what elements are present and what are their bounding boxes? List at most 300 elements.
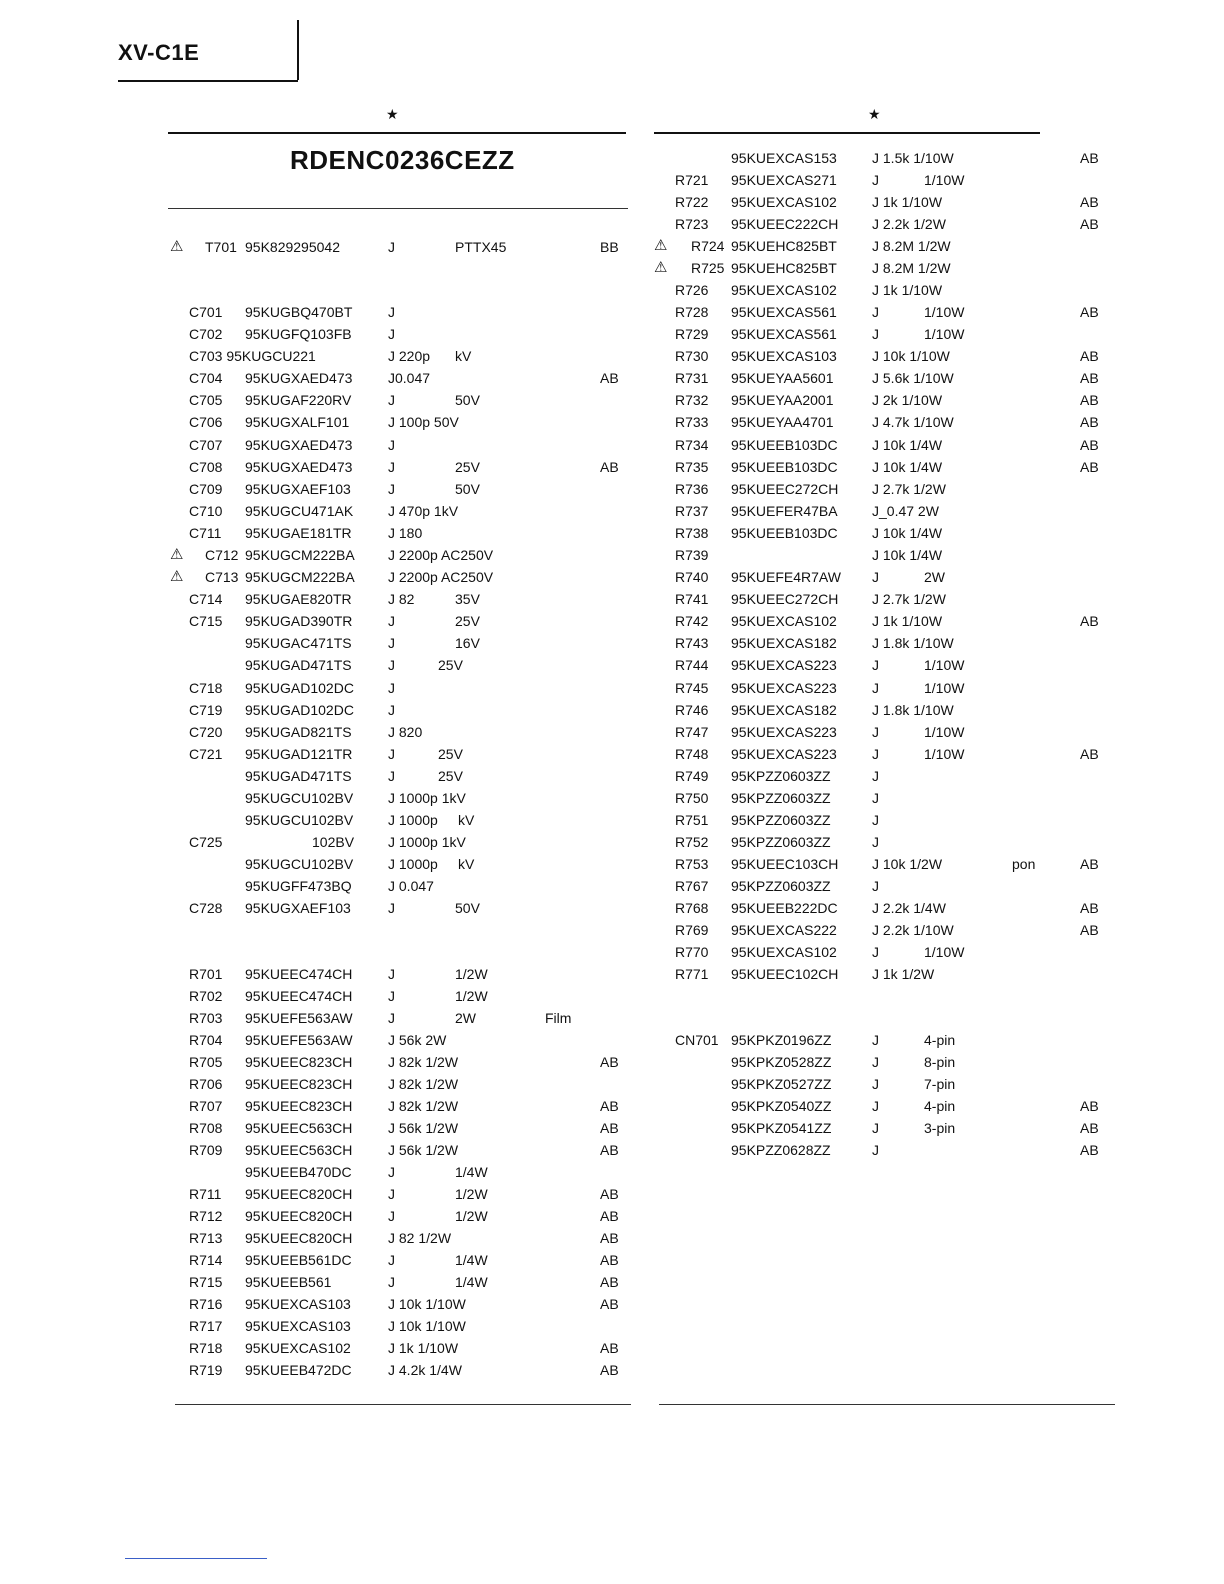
ref-designator: C701: [189, 304, 223, 320]
rank-value: J: [388, 1186, 395, 1202]
ref-designator: R752: [675, 834, 709, 850]
rank-value: J 10k 1/4W: [872, 459, 943, 475]
part-number: 95KUEEB222DC: [731, 900, 838, 916]
part-number: 95KUGAF220RV: [245, 392, 352, 408]
price-code: AB: [1080, 392, 1099, 408]
part-number: 95KUGAD821TS: [245, 724, 352, 740]
rank-value: J 82 1/2W: [388, 1230, 452, 1246]
part-number: 102BV: [312, 834, 355, 850]
price-code: AB: [600, 1098, 619, 1114]
rank-value: J0.047: [388, 370, 431, 386]
part-number: 95KUGAD102DC: [245, 702, 354, 718]
part-number: 95KUEXCAS223: [731, 746, 837, 762]
part-number: 95KUEEC820CH: [245, 1230, 353, 1246]
ref-designator: R714: [189, 1252, 223, 1268]
rating: 1/2W: [455, 1208, 488, 1224]
ref-designator: C703 95KUGCU221: [189, 348, 316, 364]
part-number: 95KUEXCAS102: [245, 1340, 351, 1356]
rank-value: J 2200p AC250V: [388, 547, 494, 563]
left-bottom-rule: [175, 1404, 631, 1405]
part-number: 95KPKZ0528ZZ: [731, 1054, 832, 1070]
rating: 1/4W: [455, 1164, 488, 1180]
rank-value: J: [388, 1252, 395, 1268]
part-number: 95KUEEC272CH: [731, 481, 839, 497]
rating: 25V: [438, 768, 463, 784]
ref-designator: C720: [189, 724, 223, 740]
rating: 16V: [455, 635, 480, 651]
price-code: AB: [600, 1120, 619, 1136]
rating: 4-pin: [924, 1098, 956, 1114]
part-number: 95KPZZ0603ZZ: [731, 768, 831, 784]
part-number: 95KUEFER47BA: [731, 503, 838, 519]
part-number: 95KUEXCAS561: [731, 326, 837, 342]
part-number: 95KUEHC825BT: [731, 260, 837, 276]
part-number: 95KPZZ0603ZZ: [731, 812, 831, 828]
ref-designator: R749: [675, 768, 709, 784]
rank-value: J: [872, 724, 879, 740]
rank-value: J: [872, 1098, 879, 1114]
ref-designator: R722: [675, 194, 709, 210]
price-code: AB: [1080, 459, 1099, 475]
part-number: 95KUGXAED473: [245, 437, 353, 453]
rating: 1/10W: [924, 304, 965, 320]
price-code: AB: [1080, 216, 1099, 232]
rank-value: J 100p 50V: [388, 414, 459, 430]
price-code: AB: [600, 1362, 619, 1378]
rank-value: J 82k 1/2W: [388, 1098, 459, 1114]
part-number: 95KUEEB561: [245, 1274, 332, 1290]
rank-value: J 1000p 1kV: [388, 790, 466, 806]
ref-designator: R747: [675, 724, 709, 740]
ref-designator: R767: [675, 878, 709, 894]
rank-value: J: [872, 1076, 879, 1092]
rating: kV: [458, 856, 475, 872]
part-number: 95KUEYAA2001: [731, 392, 834, 408]
part-number: 95KUGXAEF103: [245, 900, 351, 916]
ref-designator: R771: [675, 966, 709, 982]
rank-value: J: [388, 392, 395, 408]
rank-value: J: [388, 1010, 395, 1026]
ref-designator: C728: [189, 900, 223, 916]
ref-designator: R742: [675, 613, 709, 629]
ref-designator: C721: [189, 746, 223, 762]
warning-icon: ⚠: [654, 259, 668, 276]
rank-value: J: [872, 878, 879, 894]
rating: 1/10W: [924, 326, 965, 342]
part-number: 95KPKZ0196ZZ: [731, 1032, 832, 1048]
rank-value: J 82k 1/2W: [388, 1076, 459, 1092]
rank-value: J 8.2M 1/2W: [872, 260, 951, 276]
price-code: AB: [1080, 348, 1099, 364]
price-code: AB: [1080, 922, 1099, 938]
rank-value: J 56k 1/2W: [388, 1142, 459, 1158]
part-number: 95KPZZ0603ZZ: [731, 790, 831, 806]
ref-designator: R728: [675, 304, 709, 320]
part-number: 95KUEXCAS182: [731, 635, 837, 651]
rank-value: J 220p: [388, 348, 431, 364]
part-number: 95KUEFE563AW: [245, 1010, 353, 1026]
rank-value: J 2.7k 1/2W: [872, 481, 946, 497]
rating: 50V: [455, 481, 480, 497]
price-code: AB: [600, 1340, 619, 1356]
part-number: 95KUEEC222CH: [731, 216, 839, 232]
price-code: AB: [1080, 194, 1099, 210]
ref-designator: C708: [189, 459, 223, 475]
part-number: 95KUGAD471TS: [245, 768, 352, 784]
part-number: 95KUEEC820CH: [245, 1186, 353, 1202]
rank-value: J 2k 1/10W: [872, 392, 943, 408]
ref-designator: R715: [189, 1274, 223, 1290]
star-icon-left: ★: [386, 106, 399, 122]
rank-value: J: [388, 680, 395, 696]
price-code: AB: [600, 1252, 619, 1268]
rating: 50V: [455, 392, 480, 408]
rank-value: J 5.6k 1/10W: [872, 370, 954, 386]
note: pon: [1012, 856, 1036, 872]
part-number: 95KUGAC471TS: [245, 635, 352, 651]
part-number: 95KUEXCAS103: [731, 348, 837, 364]
part-number: 95KUGCM222BA: [245, 569, 355, 585]
rank-value: J: [388, 326, 395, 342]
rank-value: J 1k 1/10W: [872, 613, 943, 629]
rank-value: J 1000p: [388, 812, 438, 828]
rank-value: J 1.8k 1/10W: [872, 702, 954, 718]
part-number: 95KUGXAEF103: [245, 481, 351, 497]
rating: 1/10W: [924, 680, 965, 696]
rank-value: J 470p 1kV: [388, 503, 459, 519]
ref-designator: R770: [675, 944, 709, 960]
part-number: 95KUEXCAS102: [731, 613, 837, 629]
ref-designator: R743: [675, 635, 709, 651]
part-number: 95KUGXAED473: [245, 459, 353, 475]
ref-designator: R731: [675, 370, 709, 386]
part-number: 95KUEXCAS271: [731, 172, 837, 188]
part-number: 95KUGCM222BA: [245, 547, 355, 563]
ref-designator: C709: [189, 481, 223, 497]
ref-designator: R723: [675, 216, 709, 232]
price-code: AB: [1080, 370, 1099, 386]
part-number: 95KPKZ0541ZZ: [731, 1120, 832, 1136]
part-number: 95KUEXCAS102: [731, 944, 837, 960]
part-number: 95KUEEC474CH: [245, 988, 353, 1004]
right-top-rule: [654, 132, 1040, 134]
price-code: AB: [600, 1186, 619, 1202]
part-number: 95KUGAD390TR: [245, 613, 353, 629]
ref-designator: R735: [675, 459, 709, 475]
ref-designator: T701: [205, 239, 237, 255]
part-number: 95KUGAD471TS: [245, 657, 352, 673]
ref-designator: R719: [189, 1362, 223, 1378]
ref-designator: C705: [189, 392, 223, 408]
ref-designator: R738: [675, 525, 709, 541]
ref-designator: C704: [189, 370, 223, 386]
ref-designator: R732: [675, 392, 709, 408]
rating: 35V: [455, 591, 480, 607]
rank-value: J 82k 1/2W: [388, 1054, 459, 1070]
part-number: 95KUEEC272CH: [731, 591, 839, 607]
rating: PTTX45: [455, 239, 507, 255]
rank-value: J: [388, 304, 395, 320]
ref-designator: R711: [189, 1186, 222, 1202]
ref-designator: C719: [189, 702, 223, 718]
rating: 50V: [455, 900, 480, 916]
rating: 1/4W: [455, 1274, 488, 1290]
rank-value: J: [872, 768, 879, 784]
part-number: 95KUEEC103CH: [731, 856, 839, 872]
part-number: 95KUEEB561DC: [245, 1252, 352, 1268]
part-number: 95KUEXCAS102: [731, 282, 837, 298]
rank-value: J 2.7k 1/2W: [872, 591, 946, 607]
part-number: 95KUEYAA4701: [731, 414, 834, 430]
ref-designator: R739: [675, 547, 709, 563]
part-number: 95KUEXCAS102: [731, 194, 837, 210]
ref-designator: C706: [189, 414, 223, 430]
ref-designator: C718: [189, 680, 223, 696]
part-number: 95KUEEC563CH: [245, 1142, 353, 1158]
price-code: AB: [600, 1054, 619, 1070]
part-number: 95KPZZ0603ZZ: [731, 834, 831, 850]
part-number: 95KUEYAA5601: [731, 370, 834, 386]
rank-value: J 4.7k 1/10W: [872, 414, 954, 430]
ref-designator: R705: [189, 1054, 223, 1070]
ref-designator: R753: [675, 856, 709, 872]
part-number: 95K829295042: [245, 239, 340, 255]
rating: 1/10W: [924, 172, 965, 188]
rank-value: J: [872, 680, 879, 696]
header-vertical-rule: [297, 20, 299, 80]
rating: 1/2W: [455, 966, 488, 982]
ref-designator: R729: [675, 326, 709, 342]
rank-value: J 4.2k 1/4W: [388, 1362, 462, 1378]
ref-designator: R733: [675, 414, 709, 430]
part-number: 95KUEEB103DC: [731, 437, 838, 453]
star-icon-right: ★: [868, 106, 881, 122]
ref-designator: R736: [675, 481, 709, 497]
ref-designator: R704: [189, 1032, 223, 1048]
part-number: 95KUEXCAS103: [245, 1296, 351, 1312]
rank-value: J 82: [388, 591, 415, 607]
rating: 7-pin: [924, 1076, 956, 1092]
price-code: AB: [1080, 1120, 1099, 1136]
part-number: 95KUEXCAS223: [731, 680, 837, 696]
part-number: 95KPZZ0628ZZ: [731, 1142, 831, 1158]
rank-value: J 2.2k 1/2W: [872, 216, 946, 232]
rank-value: J: [388, 900, 395, 916]
rank-value: J: [872, 304, 879, 320]
rating: 1/10W: [924, 746, 965, 762]
ref-designator: C715: [189, 613, 223, 629]
part-number: 95KUEEB103DC: [731, 459, 838, 475]
part-number: 95KUEXCAS182: [731, 702, 837, 718]
part-number: 95KUEXCAS561: [731, 304, 837, 320]
ref-designator: R712: [189, 1208, 223, 1224]
rating: 2W: [924, 569, 945, 585]
rank-value: J: [872, 812, 879, 828]
ref-designator: R751: [675, 812, 709, 828]
rank-value: J: [388, 613, 395, 629]
ref-designator: C713: [205, 569, 239, 585]
ref-designator: R726: [675, 282, 709, 298]
ref-designator: R701: [189, 966, 223, 982]
part-number: 95KUEEC474CH: [245, 966, 353, 982]
part-number: 95KUGBQ470BT: [245, 304, 353, 320]
warning-icon: ⚠: [170, 568, 184, 585]
ref-designator: C725: [189, 834, 223, 850]
rank-value: J 0.047: [388, 878, 434, 894]
rank-value: J 56k 2W: [388, 1032, 447, 1048]
header-horizontal-rule: [118, 80, 298, 82]
rank-value: J: [872, 657, 879, 673]
ref-designator: R716: [189, 1296, 223, 1312]
part-number: 95KUEXCAS153: [731, 150, 837, 166]
rank-value: J 10k 1/10W: [388, 1296, 466, 1312]
rating: 25V: [438, 657, 463, 673]
price-code: AB: [600, 1142, 619, 1158]
price-code: AB: [1080, 437, 1099, 453]
part-number: 95KUEXCAS222: [731, 922, 837, 938]
rank-value: J 1k 1/10W: [872, 194, 943, 210]
rating: 3-pin: [924, 1120, 956, 1136]
price-code: AB: [1080, 900, 1099, 916]
price-code: AB: [1080, 746, 1099, 762]
part-number: 95KUGCU102BV: [245, 856, 354, 872]
part-number: 95KUGXALF101: [245, 414, 350, 430]
rank-value: J: [388, 988, 395, 1004]
ref-designator: R768: [675, 900, 709, 916]
rank-value: J: [388, 459, 395, 475]
ref-designator: R718: [189, 1340, 223, 1356]
ref-designator: R709: [189, 1142, 223, 1158]
rank-value: J: [872, 1120, 879, 1136]
rank-value: J 10k 1/2W: [872, 856, 943, 872]
price-code: AB: [600, 370, 619, 386]
warning-icon: ⚠: [170, 546, 184, 563]
part-number: 95KUGXAED473: [245, 370, 353, 386]
part-number: 95KUEFE563AW: [245, 1032, 353, 1048]
ref-designator: C710: [189, 503, 223, 519]
rating: kV: [458, 812, 475, 828]
rank-value: J 1k 1/2W: [872, 966, 935, 982]
price-code: AB: [600, 1296, 619, 1312]
ref-designator: R721: [675, 172, 709, 188]
part-number: 95KUEEC563CH: [245, 1120, 353, 1136]
ref-designator: R708: [189, 1120, 223, 1136]
ref-designator: R713: [189, 1230, 223, 1246]
part-number: 95KUEFE4R7AW: [731, 569, 841, 585]
rating: 1/10W: [924, 724, 965, 740]
ref-designator: R703: [189, 1010, 223, 1026]
rank-value: J: [388, 746, 395, 762]
rank-value: J: [872, 172, 879, 188]
rating: 4-pin: [924, 1032, 956, 1048]
rating: 1/2W: [455, 1186, 488, 1202]
rank-value: J: [388, 239, 395, 255]
ref-designator: R740: [675, 569, 709, 585]
price-code: AB: [600, 1274, 619, 1290]
board-underline-rule: [168, 208, 628, 209]
part-number: 95KUGAE181TR: [245, 525, 352, 541]
rating: 8-pin: [924, 1054, 956, 1070]
part-number: 95KUEEC102CH: [731, 966, 839, 982]
rank-value: J: [388, 1208, 395, 1224]
ref-designator: R746: [675, 702, 709, 718]
ref-designator: C707: [189, 437, 223, 453]
rank-value: J: [872, 746, 879, 762]
rating: 1/10W: [924, 657, 965, 673]
part-number: 95KUGCU471AK: [245, 503, 354, 519]
ref-designator: R741: [675, 591, 709, 607]
rank-value: J: [388, 481, 395, 497]
price-code: AB: [600, 1230, 619, 1246]
ref-designator: R769: [675, 922, 709, 938]
rank-value: J_0.47 2W: [872, 503, 939, 519]
ref-designator: R734: [675, 437, 709, 453]
part-number: 95KUGAE820TR: [245, 591, 352, 607]
rank-value: J: [388, 635, 395, 651]
rank-value: J: [872, 944, 879, 960]
part-number: 95KUGAD121TR: [245, 746, 353, 762]
ref-designator: R744: [675, 657, 709, 673]
right-bottom-rule: [659, 1404, 1115, 1405]
part-number: 95KUEXCAS223: [731, 657, 837, 673]
part-number: 95KUGAD102DC: [245, 680, 354, 696]
part-number: 95KUEHC825BT: [731, 238, 837, 254]
ref-designator: R737: [675, 503, 709, 519]
part-number: 95KUGCU102BV: [245, 812, 354, 828]
note: Film: [545, 1010, 572, 1026]
price-code: AB: [1080, 414, 1099, 430]
rank-value: J 2200p AC250V: [388, 569, 494, 585]
part-number: 95KPZZ0603ZZ: [731, 878, 831, 894]
rank-value: J: [388, 966, 395, 982]
left-top-rule: [168, 132, 626, 134]
ref-designator: R725: [691, 260, 725, 276]
rating: 1/10W: [924, 944, 965, 960]
rank-value: J 10k 1/10W: [872, 348, 950, 364]
ref-designator: C711: [189, 525, 222, 541]
rating: 2W: [455, 1010, 476, 1026]
price-code: AB: [1080, 150, 1099, 166]
ref-designator: R745: [675, 680, 709, 696]
ref-designator: R750: [675, 790, 709, 806]
part-number: 95KPKZ0540ZZ: [731, 1098, 832, 1114]
price-code: BB: [600, 239, 619, 255]
rank-value: J: [388, 1274, 395, 1290]
price-code: AB: [600, 1208, 619, 1224]
rank-value: J: [872, 326, 879, 342]
ref-designator: R702: [189, 988, 223, 1004]
rank-value: J: [388, 437, 395, 453]
rank-value: J: [388, 657, 395, 673]
footer-link-line: [125, 1558, 267, 1559]
part-number: 95KUEXCAS103: [245, 1318, 351, 1334]
board-code: RDENC0236CEZZ: [290, 145, 515, 175]
rank-value: J 8.2M 1/2W: [872, 238, 951, 254]
part-number: 95KUGFQ103FB: [245, 326, 352, 342]
warning-icon: ⚠: [170, 238, 184, 255]
rating: 25V: [455, 613, 480, 629]
rank-value: J: [388, 768, 395, 784]
rating: 25V: [455, 459, 480, 475]
price-code: AB: [1080, 1142, 1099, 1158]
price-code: AB: [1080, 1098, 1099, 1114]
rank-value: J: [872, 1142, 879, 1158]
price-code: AB: [1080, 304, 1099, 320]
rating: 1/4W: [455, 1252, 488, 1268]
ref-designator: C712: [205, 547, 239, 563]
warning-icon: ⚠: [654, 237, 668, 254]
ref-designator: R748: [675, 746, 709, 762]
